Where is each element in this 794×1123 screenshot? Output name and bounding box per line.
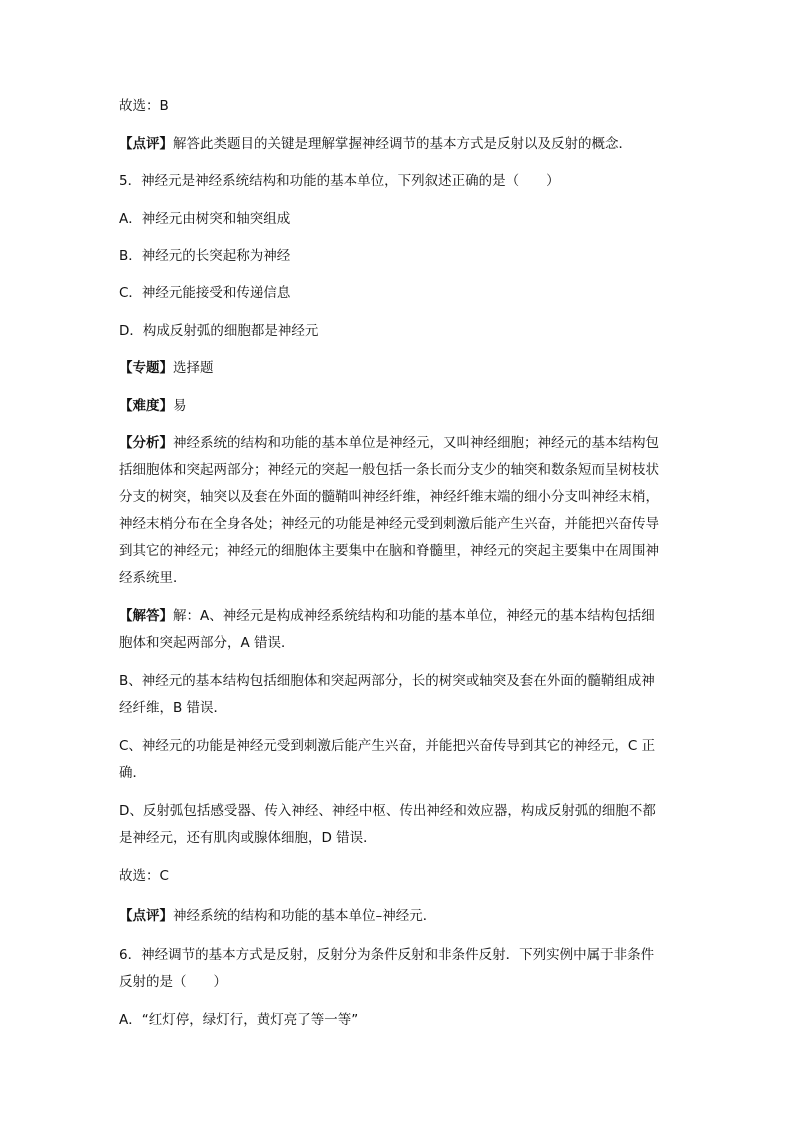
q5-solution-d-line-2: 是神经元，还有肌肉或腺体细胞，D 错误． [119, 830, 377, 846]
prev-comment [119, 131, 679, 158]
q5-answer: 故选：C [119, 868, 169, 884]
q5-analysis-line-1 [119, 430, 679, 457]
comment-text: 神经系统的结构和功能的基本单位–神经元． [173, 908, 437, 924]
q5-topic [119, 355, 679, 382]
comment-tag: 【点评】 [119, 136, 173, 152]
solution-tag: 【解答】 [119, 608, 173, 624]
q5-analysis-line-6: 经系统里． [119, 570, 187, 586]
q5-solution-c-line-2: 确． [119, 765, 146, 781]
q5-option-c: C．神经元能接受和传递信息 [119, 285, 291, 301]
q5-option-b: B．神经元的长突起称为神经 [119, 248, 291, 264]
q5-solution-b-line-1: B、神经元的基本结构包括细胞体和突起两部分，长的树突或轴突及套在外面的髓鞘组成神 [119, 673, 655, 689]
question-5-stem: 5．神经元是神经系统结构和功能的基本单位，下列叙述正确的是（ ） [119, 173, 560, 189]
q5-analysis-line-2: 括细胞体和突起两部分；神经元的突起一般包括一条长而分支少的轴突和数条短而呈树枝状 [119, 462, 659, 478]
analysis-text: 神经系统的结构和功能的基本单位是神经元，又叫神经细胞；神经元的基本结构包 [173, 435, 659, 451]
analysis-tag: 【分析】 [119, 435, 173, 451]
q5-option-a: A．神经元由树突和轴突组成 [119, 211, 291, 227]
comment-tag: 【点评】 [119, 908, 173, 924]
q6-option-a: A．“红灯停，绿灯行，黄灯亮了等一等” [119, 1012, 359, 1028]
q5-solution-d-line-1: D、反射弧包括感受器、传入神经、神经中枢、传出神经和效应器，构成反射弧的细胞不都 [119, 803, 656, 819]
q5-solution-a-line-1 [119, 603, 679, 630]
difficulty-value: 易 [173, 398, 187, 414]
q5-analysis-line-3: 分支的树突，轴突以及套在外面的髓鞘叫神经纤维，神经纤维末端的细小分支叫神经末梢， [119, 489, 659, 505]
q5-solution-c-line-1: C、神经元的功能是神经元受到刺激后能产生兴奋，并能把兴奋传导到其它的神经元，C 正 [119, 738, 656, 754]
q5-solution-a-line-2: 胞体和突起两部分，A 错误． [119, 635, 295, 651]
question-6-stem-line-2: 反射的是（ ） [119, 974, 227, 990]
q5-solution-b-line-2: 经纤维，B 错误． [119, 700, 228, 716]
q5-difficulty [119, 393, 679, 420]
comment-text: 解答此类题目的关键是理解掌握神经调节的基本方式是反射以及反射的概念． [173, 136, 632, 152]
q5-comment [119, 903, 679, 930]
difficulty-tag: 【难度】 [119, 398, 173, 414]
q5-analysis-line-5: 到其它的神经元；神经元的细胞体主要集中在脑和脊髓里，神经元的突起主要集中在周围神 [119, 543, 659, 559]
q5-option-d: D．构成反射弧的细胞都是神经元 [119, 323, 319, 339]
question-6-stem-line-1: 6．神经调节的基本方式是反射，反射分为条件反射和非条件反射．下列实例中属于非条件 [119, 947, 655, 963]
solution-text: 解：A、神经元是构成神经系统结构和功能的基本单位，神经元的基本结构包括细 [173, 608, 655, 624]
prev-answer: 故选：B [119, 98, 169, 114]
topic-tag: 【专题】 [119, 360, 173, 376]
q5-analysis-line-4: 神经末梢分布在全身各处；神经元的功能是神经元受到刺激后能产生兴奋，并能把兴奋传导 [119, 516, 659, 532]
topic-value: 选择题 [173, 360, 214, 376]
